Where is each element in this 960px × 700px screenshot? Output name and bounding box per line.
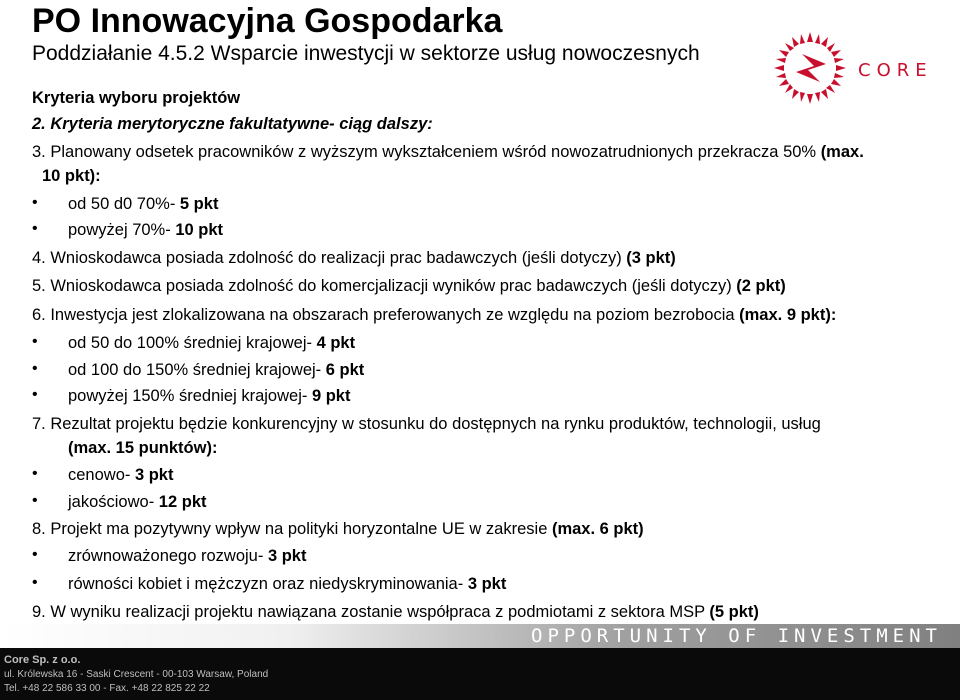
- bullet-icon: •: [32, 386, 38, 403]
- option-text: powyżej 70%-: [68, 221, 176, 239]
- bullet-icon: •: [32, 194, 38, 211]
- bullet-icon: •: [32, 492, 38, 509]
- option-text: od 50 d0 70%-: [68, 195, 180, 213]
- criterion-7-option-2: [68, 492, 206, 512]
- bullet-icon: •: [32, 333, 38, 350]
- footer-tagline: OPPORTUNITY OF INVESTMENT: [531, 625, 942, 647]
- criterion-3: [32, 142, 864, 162]
- criterion-9-points: (5 pkt): [709, 603, 759, 621]
- criterion-8-option-2: [68, 574, 506, 594]
- footer-address: ul. Królewska 16 - Saski Crescent - 00-103 Warsaw, Poland: [4, 669, 269, 680]
- footer-tagline-bar: [0, 624, 960, 648]
- option-points: 3 pkt: [467, 575, 507, 593]
- criterion-4-text: 4. Wnioskodawca posiada zdolność do realizacji prac badawczych (jeśli dotyczy): [32, 249, 627, 267]
- criterion-6-points: (max. 9 pkt):: [739, 306, 837, 324]
- footer: [0, 648, 960, 700]
- criterion-8-points: (max. 6 pkt): [551, 520, 644, 538]
- bullet-icon: •: [32, 220, 38, 237]
- criterion-5-text: 5. Wnioskodawca posiada zdolność do komercjalizacji wyników prac badawczych (jeśli dotyczy): [32, 277, 737, 295]
- bullet-icon: •: [32, 546, 38, 563]
- bullet-icon: •: [32, 574, 38, 591]
- page-title: PO Innowacyjna Gospodarka: [32, 2, 503, 40]
- footer-phone: Tel. +48 22 586 33 00 - Fax. +48 22 825 22 22: [4, 683, 210, 694]
- criterion-6-option-1: [68, 333, 355, 353]
- criterion-5: [32, 276, 786, 296]
- criterion-3-text: 3. Planowany odsetek pracowników z wyższym wykształceniem wśród nowozatrudnionych przekracza 50%: [32, 143, 821, 161]
- option-points: 3 pkt: [134, 466, 174, 484]
- option-points: 4 pkt: [316, 334, 356, 352]
- option-text: od 50 do 100% średniej krajowej-: [68, 334, 317, 352]
- criterion-7-points: (max. 15 punktów):: [68, 439, 218, 457]
- option-text: zrównoważonego rozwoju-: [68, 547, 268, 565]
- option-text: cenowo-: [68, 466, 135, 484]
- option-points: 12 pkt: [158, 493, 207, 511]
- criterion-3-points-cont: 10 pkt):: [42, 167, 101, 185]
- criterion-8-option-1: [68, 546, 306, 566]
- criterion-9-text: 9. W wyniku realizacji projektu nawiązana zostanie współpraca z podmiotami z sektora MSP: [32, 603, 710, 621]
- criterion-8-text: 8. Projekt ma pozytywny wpływ na polityki horyzontalne UE w zakresie: [32, 520, 552, 538]
- bullet-icon: •: [32, 360, 38, 377]
- criterion-6-text: 6. Inwestycja jest zlokalizowana na obszarach preferowanych ze względu na poziom bezrobocia: [32, 306, 740, 324]
- criterion-6: [32, 305, 836, 325]
- footer-company: Core Sp. z o.o.: [4, 654, 81, 666]
- option-points: 5 pkt: [179, 195, 219, 213]
- criterion-4-points: (3 pkt): [626, 249, 676, 267]
- criterion-7-option-1: [68, 465, 173, 485]
- option-points: 3 pkt: [267, 547, 307, 565]
- page-subtitle: Poddziałanie 4.5.2 Wsparcie inwestycji w sektorze usług nowoczesnych: [32, 42, 700, 65]
- bullet-icon: •: [32, 465, 38, 482]
- criterion-3-option-2: [68, 220, 223, 240]
- option-text: jakościowo-: [68, 493, 159, 511]
- option-text: powyżej 150% średniej krajowej-: [68, 387, 312, 405]
- criteria-section-title: 2. Kryteria merytoryczne fakultatywne- ciąg dalszy:: [32, 115, 433, 133]
- option-text: równości kobiet i mężczyzn oraz niedyskryminowania-: [68, 575, 468, 593]
- criterion-3-option-1: [68, 194, 218, 214]
- criterion-6-option-3: [68, 386, 350, 406]
- option-points: 6 pkt: [325, 361, 365, 379]
- core-logo-text: CORE: [858, 60, 933, 81]
- option-text: od 100 do 150% średniej krajowej-: [68, 361, 326, 379]
- criteria-heading: Kryteria wyboru projektów: [32, 89, 241, 107]
- criterion-5-points: (2 pkt): [736, 277, 786, 295]
- criterion-3-points: (max.: [820, 143, 864, 161]
- criterion-4: [32, 248, 676, 268]
- option-points: 9 pkt: [311, 387, 351, 405]
- criterion-7: 7. Rezultat projektu będzie konkurencyjny w stosunku do dostępnych na rynku produktów, technologii, usług: [32, 415, 821, 433]
- criterion-9: [32, 602, 759, 622]
- criterion-6-option-2: [68, 360, 364, 380]
- criterion-8: [32, 519, 644, 539]
- option-points: 10 pkt: [175, 221, 223, 239]
